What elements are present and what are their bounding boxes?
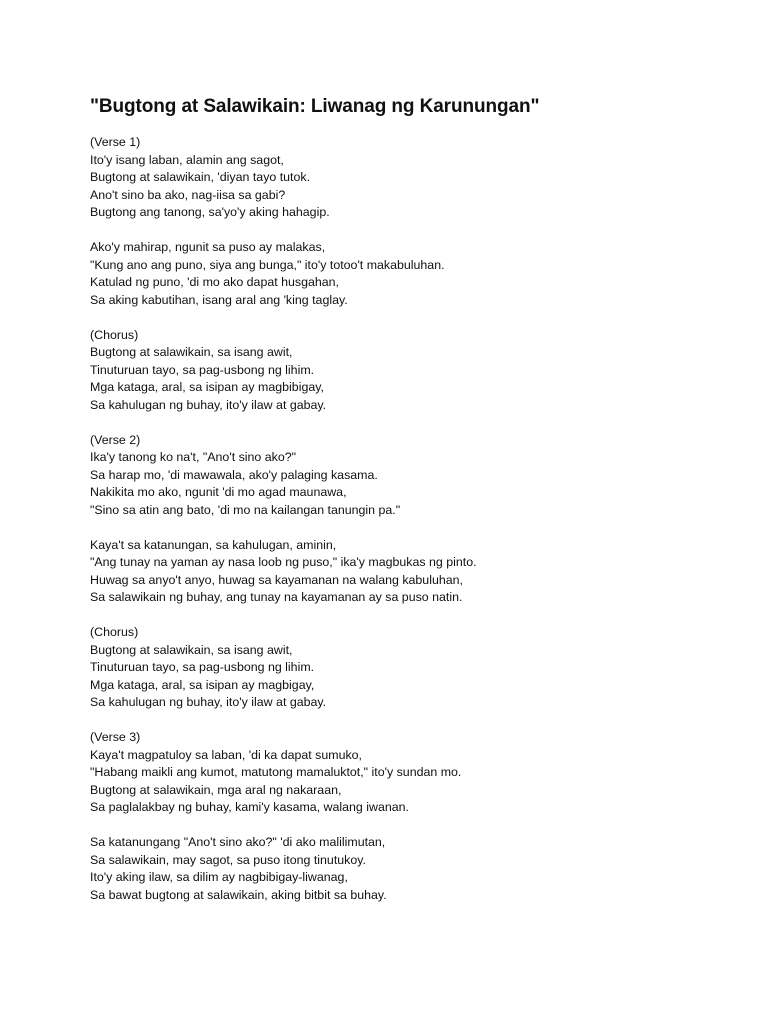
lyric-line: Ika'y tanong ko na't, "Ano't sino ako?" xyxy=(90,450,297,464)
lyric-line: Sa salawikain, may sagot, sa puso itong tinutukoy. xyxy=(90,852,366,867)
section-label: (Chorus) xyxy=(90,327,139,342)
lyric-line: Sa kahulugan ng buhay, ito'y ilaw at gabay. xyxy=(90,695,327,709)
verse-1-stanza-b xyxy=(90,239,730,309)
section-label: (Verse 1) xyxy=(90,135,141,149)
section-label: (Verse 2) xyxy=(90,432,141,447)
lyric-line: Kaya't magpatuloy sa laban, 'di ka dapat sumuko, xyxy=(90,747,362,762)
verse-2-stanza-a xyxy=(90,432,730,520)
lyric-line: Sa bawat bugtong at salawikain, aking bitbit sa buhay. xyxy=(90,887,387,902)
lyric-line: Tinuturuan tayo, sa pag-usbong ng lihim. xyxy=(90,362,315,377)
lyric-line: Ito'y aking ilaw, sa dilim ay nagbibigay-liwanag, xyxy=(90,870,348,884)
lyric-line: Bugtong at salawikain, mga aral ng nakaraan, xyxy=(90,782,342,797)
lyric-line: Ano't sino ba ako, nag-iisa sa gabi? xyxy=(90,187,286,202)
lyric-line: "Kung ano ang puno, siya ang bunga," ito'y totoo't makabuluhan. xyxy=(90,257,445,272)
lyric-line: Katulad ng puno, 'di mo ako dapat husgahan, xyxy=(90,275,339,289)
chorus-1 xyxy=(90,327,730,415)
lyric-line: Sa harap mo, 'di mawawala, ako'y palaging kasama. xyxy=(90,467,378,482)
lyric-line: Sa aking kabutihan, isang aral ang 'king taglay. xyxy=(90,292,348,307)
lyric-line: Sa salawikain ng buhay, ang tunay na kayamanan ay sa puso natin. xyxy=(90,590,463,604)
section-label: (Chorus) xyxy=(90,625,139,639)
verse-3-stanza-a xyxy=(90,729,730,817)
lyric-line: Bugtong at salawikain, sa isang awit, xyxy=(90,345,293,359)
lyric-line: "Sino sa atin ang bato, 'di mo na kailangan tanungin pa." xyxy=(90,502,401,517)
lyric-line: Ako'y mahirap, ngunit sa puso ay malakas, xyxy=(90,240,326,254)
lyric-line: Nakikita mo ako, ngunit 'di mo agad maunawa, xyxy=(90,485,347,499)
section-label: (Verse 3) xyxy=(90,730,141,744)
verse-1-stanza-a xyxy=(90,134,730,222)
lyric-line: Huwag sa anyo't anyo, huwag sa kayamanan na walang kabuluhan, xyxy=(90,572,463,587)
lyric-line: Bugtong at salawikain, 'diyan tayo tutok. xyxy=(90,170,311,184)
lyric-line: Bugtong at salawikain, sa isang awit, xyxy=(90,642,293,657)
lyric-line: Bugtong ang tanong, sa'yo'y aking hahagip. xyxy=(90,205,330,219)
chorus-2 xyxy=(90,624,730,712)
lyric-line: "Ang tunay na yaman ay nasa loob ng puso," ika'y magbukas ng pinto. xyxy=(90,555,477,569)
lyric-line: Sa kahulugan ng buhay, ito'y ilaw at gabay. xyxy=(90,397,327,412)
lyric-line: Ito'y isang laban, alamin ang sagot, xyxy=(90,152,284,167)
verse-3-stanza-b xyxy=(90,834,730,904)
lyric-line: Sa paglalakbay ng buhay, kami'y kasama, walang iwanan. xyxy=(90,800,409,814)
lyric-line: Kaya't sa katanungan, sa kahulugan, aminin, xyxy=(90,537,337,552)
verse-2-stanza-b xyxy=(90,537,730,607)
page-title: "Bugtong at Salawikain: Liwanag ng Karunungan" xyxy=(90,96,540,117)
lyric-line: "Habang maikli ang kumot, matutong mamaluktot," ito'y sundan mo. xyxy=(90,765,462,779)
lyric-line: Sa katanungang "Ano't sino ako?" 'di ako malilimutan, xyxy=(90,835,386,849)
lyric-line: Mga kataga, aral, sa isipan ay magbibigay, xyxy=(90,380,324,394)
lyric-line: Mga kataga, aral, sa isipan ay magbigay, xyxy=(90,677,315,692)
document-page xyxy=(90,93,730,922)
lyric-line: Tinuturuan tayo, sa pag-usbong ng lihim. xyxy=(90,660,315,674)
